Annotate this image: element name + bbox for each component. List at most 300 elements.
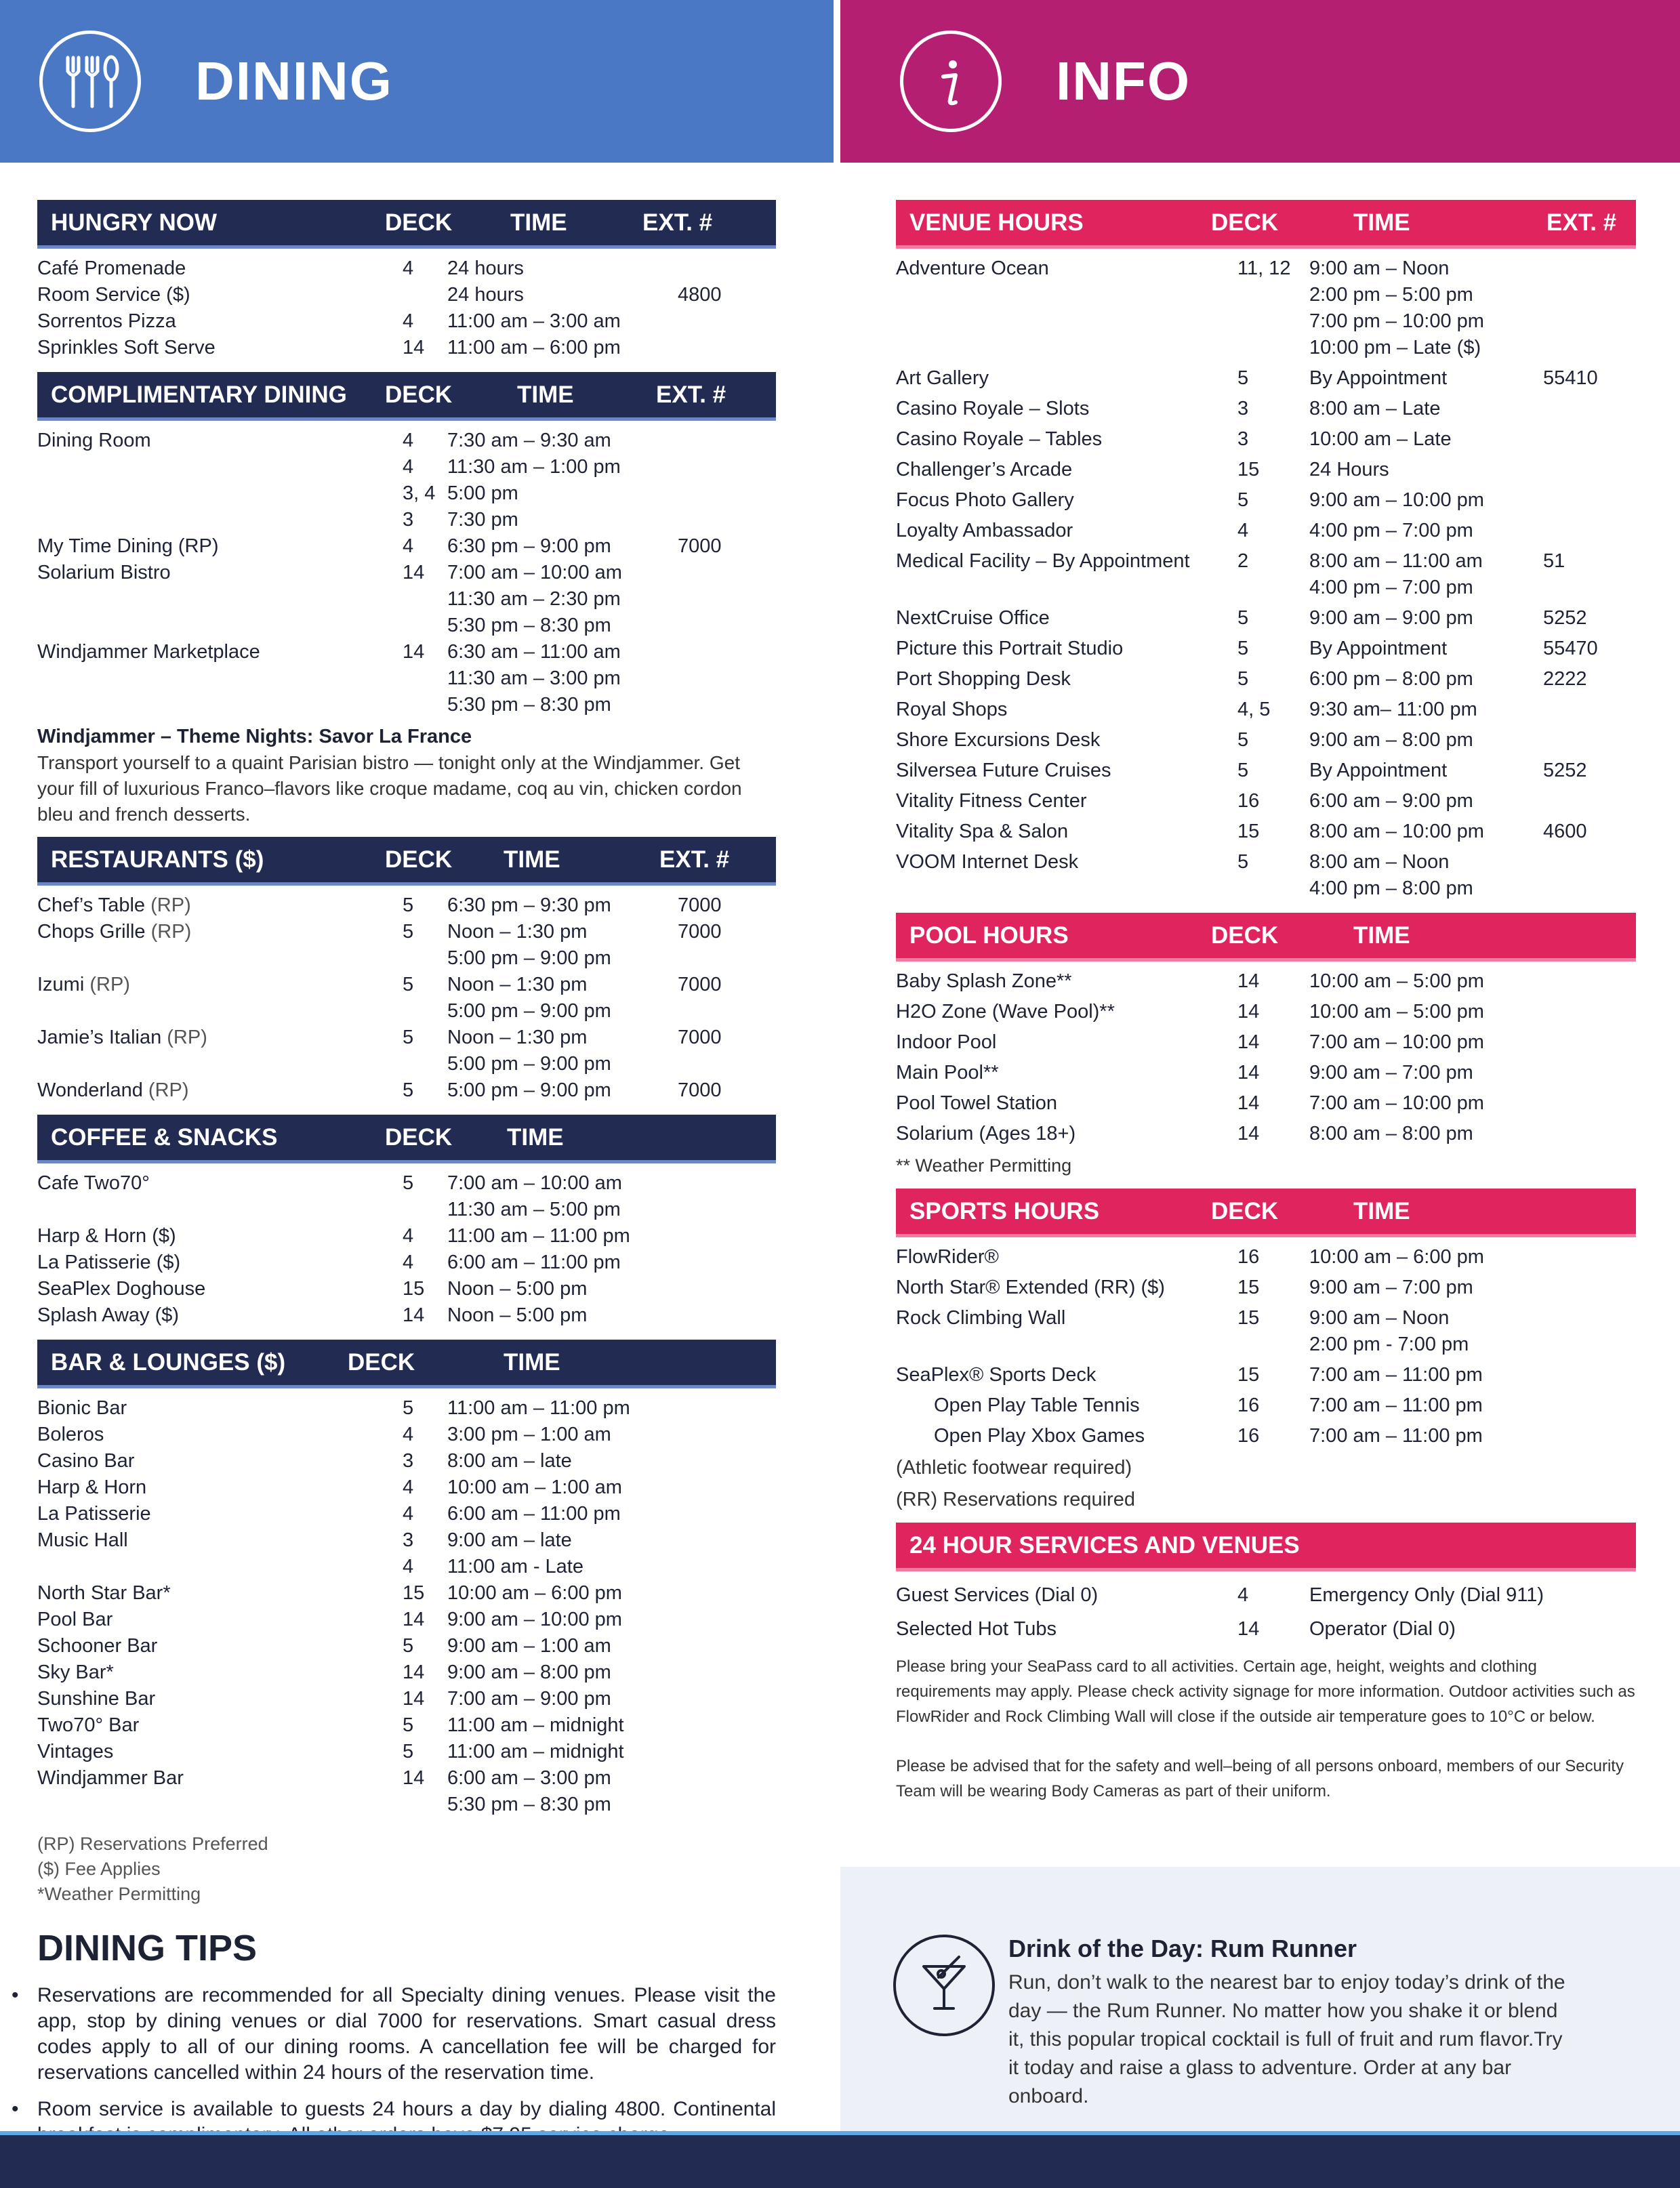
venue-name-text: La Patisserie ($) xyxy=(37,1252,181,1273)
venue-name xyxy=(37,1395,386,1422)
time-cell xyxy=(447,1633,678,1659)
time-cell xyxy=(1309,1392,1543,1419)
venue-name-text: Izumi xyxy=(37,974,85,995)
time-value: 10:00 am – 5:00 pm xyxy=(1309,1001,1484,1023)
deck-number: 3, 4 xyxy=(403,482,436,504)
deck-number: 3 xyxy=(403,1529,414,1551)
legend-rp: (RP) Reservations Preferred xyxy=(37,1834,268,1854)
venue-name xyxy=(896,1275,1221,1301)
deck-number: 5 xyxy=(1237,638,1249,659)
venue-name xyxy=(37,335,386,361)
complimentary-dining-header: COMPLIMENTARY DINING DECK TIME EXT. # xyxy=(37,372,776,421)
extension-number: 51 xyxy=(1543,550,1565,572)
deck-number: 4 xyxy=(403,1252,414,1273)
time-value: 9:00 am – 8:00 pm xyxy=(1309,729,1473,751)
time-cell xyxy=(447,1223,678,1250)
deck-number: 2 xyxy=(1237,550,1249,572)
venue-name xyxy=(896,396,1221,422)
deck-number: 5 xyxy=(403,1741,414,1762)
time-value: 11:00 am - Late xyxy=(447,1556,583,1577)
time-cell xyxy=(1309,819,1543,845)
venue-name xyxy=(37,1527,386,1554)
time-value: 6:30 pm – 9:30 pm xyxy=(447,894,611,916)
table-row xyxy=(896,758,1636,784)
venue-name xyxy=(37,1554,386,1580)
deck-number: 16 xyxy=(1237,790,1260,812)
time-cell xyxy=(447,282,678,308)
table-row xyxy=(37,282,776,308)
venue-name-text: Chops Grille xyxy=(37,921,146,943)
venue-name xyxy=(896,727,1221,754)
fork-knife-icon xyxy=(39,30,141,132)
deck-number: 5 xyxy=(403,1714,414,1736)
table-row xyxy=(37,1302,776,1329)
time-cell xyxy=(1309,1090,1543,1117)
time-cell xyxy=(1309,605,1543,632)
deck-number xyxy=(386,282,447,308)
time-value: 9:00 am – 10:00 pm xyxy=(1309,489,1484,511)
table-row xyxy=(896,788,1636,814)
extension-number: 2222 xyxy=(1543,668,1587,690)
pool-weather-note: ** Weather Permitting xyxy=(896,1155,1072,1176)
deck-number: 14 xyxy=(1237,1001,1260,1023)
list-item: Guest Services (Dial 0) 4 Emergency Only (Dial 911) xyxy=(896,1584,1544,1606)
venue-name-text: Focus Photo Gallery xyxy=(896,489,1074,511)
drink-of-the-day xyxy=(840,1867,1680,2131)
time-value: 7:00 am – 11:00 pm xyxy=(1309,1364,1483,1386)
time-value: 2:00 pm – 5:00 pm xyxy=(1309,284,1473,306)
time-cell xyxy=(1309,1362,1543,1388)
extension-number xyxy=(1543,849,1631,902)
deck-number: 5 xyxy=(403,921,414,943)
reservation-tag: (RP) xyxy=(145,894,191,916)
time-value: 4:00 pm – 7:00 pm xyxy=(1309,520,1473,541)
venue-name xyxy=(896,548,1221,601)
venue-name xyxy=(896,819,1221,845)
deck-number: 4, 5 xyxy=(1237,699,1271,720)
deck-number: 15 xyxy=(1237,821,1260,842)
restaurants-header: RESTAURANTS ($) DECK TIME EXT. # xyxy=(37,837,776,886)
table-row xyxy=(896,1060,1636,1086)
time-cell xyxy=(1309,1121,1543,1147)
venue-name xyxy=(37,1474,386,1501)
venue-name-text: Vintages xyxy=(37,1741,114,1762)
time-cell xyxy=(447,428,678,454)
deck-number: 15 xyxy=(403,1582,425,1604)
venue-name-text: Open Play Xbox Games xyxy=(934,1425,1145,1447)
deck-number: 3 xyxy=(1237,398,1249,419)
venue-name xyxy=(37,1276,386,1302)
venue-name-text: Sky Bar* xyxy=(37,1661,114,1683)
time-cell xyxy=(1309,1029,1543,1056)
venue-name xyxy=(896,365,1221,392)
dining-tips-title: DINING TIPS xyxy=(37,1928,258,1968)
table-row xyxy=(37,480,776,507)
table-row xyxy=(37,1580,776,1607)
venue-name xyxy=(37,1765,386,1818)
venue-name xyxy=(896,487,1221,514)
table-row xyxy=(896,548,1636,601)
table-row xyxy=(896,487,1636,514)
table-row xyxy=(896,666,1636,693)
reservation-tag: (RP) xyxy=(142,1079,189,1101)
reservation-tag: (RP) xyxy=(84,974,130,995)
deck-number: 16 xyxy=(1237,1395,1260,1416)
venue-name-text: Café Promenade xyxy=(37,257,186,279)
deck-number: 3 xyxy=(403,509,414,531)
extension-number xyxy=(1543,697,1631,723)
time-value: 10:00 am – 1:00 am xyxy=(447,1477,622,1498)
theme-night-title: Windjammer – Theme Nights: Savor La France xyxy=(37,726,472,747)
table-row xyxy=(37,1607,776,1633)
deck-number: 14 xyxy=(1237,1062,1260,1083)
reservations-required-note: (RR) Reservations required xyxy=(896,1489,1135,1510)
venue-name xyxy=(896,1090,1221,1117)
time-value: 4:00 pm – 7:00 pm xyxy=(1309,577,1473,598)
table-row xyxy=(37,1712,776,1739)
time-cell xyxy=(447,335,678,361)
venue-name-text: Music Hall xyxy=(37,1529,128,1551)
venue-name-text: Pool Bar xyxy=(37,1609,113,1630)
venue-name-text: Two70° Bar xyxy=(37,1714,140,1736)
table-row xyxy=(896,999,1636,1025)
extension-number xyxy=(678,454,773,480)
table-row xyxy=(896,819,1636,845)
time-cell xyxy=(1309,849,1543,902)
time-cell xyxy=(447,308,678,335)
venue-name-text: Sunshine Bar xyxy=(37,1688,156,1710)
time-value: 7:00 am – 11:00 pm xyxy=(1309,1395,1483,1416)
venue-name-text: Pool Towel Station xyxy=(896,1092,1058,1114)
time-value: 24 hours xyxy=(447,257,524,279)
deck-number: 5 xyxy=(403,1635,414,1657)
time-cell xyxy=(447,1765,678,1818)
venue-name xyxy=(37,282,386,308)
venue-name xyxy=(37,1170,386,1223)
table-row xyxy=(896,518,1636,544)
deck-number: 15 xyxy=(1237,1277,1260,1298)
table-row xyxy=(37,1501,776,1527)
time-value: 5:00 pm – 9:00 pm xyxy=(447,1000,611,1022)
time-value: 7:00 am – 10:00 am xyxy=(447,562,622,583)
time-cell xyxy=(447,1077,678,1104)
deck-number: 5 xyxy=(1237,668,1249,690)
time-value: Noon – 1:30 pm xyxy=(447,974,588,995)
venue-name-text: H2O Zone (Wave Pool)** xyxy=(896,1001,1115,1023)
venue-hours-rows xyxy=(896,249,1636,907)
venue-name xyxy=(37,919,386,972)
venue-name-text: Schooner Bar xyxy=(37,1635,158,1657)
time-cell xyxy=(1309,457,1543,483)
time-value: 10:00 am – Late xyxy=(1309,428,1452,450)
table-row xyxy=(37,1170,776,1223)
dining-column xyxy=(37,200,776,2159)
venue-name xyxy=(37,533,386,560)
venue-name xyxy=(37,1223,386,1250)
table-row xyxy=(37,972,776,1025)
venue-name-text: Rock Climbing Wall xyxy=(896,1307,1066,1329)
time-cell xyxy=(447,972,678,1025)
sports-hours-header: SPORTS HOURS DECK TIME xyxy=(896,1189,1636,1237)
venue-name xyxy=(37,1633,386,1659)
venue-name-text: Vitality Spa & Salon xyxy=(896,821,1069,842)
table-row xyxy=(896,255,1636,361)
table-row xyxy=(37,533,776,560)
time-cell xyxy=(1309,1060,1543,1086)
table-row xyxy=(37,1765,776,1818)
time-value: 24 hours xyxy=(447,284,524,306)
venue-name-text: Wonderland xyxy=(37,1079,143,1101)
info-icon xyxy=(900,30,1002,132)
extension-number xyxy=(678,639,773,718)
time-value: 7:30 pm xyxy=(447,509,518,531)
time-value: 8:00 am – 10:00 pm xyxy=(1309,821,1484,842)
time-value: 11:00 am – midnight xyxy=(447,1741,624,1762)
venue-name xyxy=(896,605,1221,632)
extension-number: 7000 xyxy=(678,921,722,943)
extension-number xyxy=(678,255,773,282)
deck-number: 14 xyxy=(403,1688,425,1710)
venue-name-text: Sprinkles Soft Serve xyxy=(37,337,216,358)
time-cell xyxy=(1309,487,1543,514)
time-cell xyxy=(1309,968,1543,995)
table-row xyxy=(896,697,1636,723)
time-value: By Appointment xyxy=(1309,760,1448,781)
venue-name-text: Vitality Fitness Center xyxy=(896,790,1087,812)
extension-number xyxy=(678,308,773,335)
venue-name-text: Port Shopping Desk xyxy=(896,668,1071,690)
time-value: 11:00 am – 11:00 pm xyxy=(447,1225,630,1247)
pool-hours-rows xyxy=(896,962,1636,1153)
venue-name-text: Casino Bar xyxy=(37,1450,135,1472)
deck-number: 4 xyxy=(403,1424,414,1445)
security-note: Please be advised that for the safety and well–being of all persons onboard, members of our Security Team will be wearing Body Cameras as part of their uniform. xyxy=(896,1757,1624,1800)
venue-name xyxy=(37,1686,386,1712)
deck-number: 5 xyxy=(403,1079,414,1101)
deck-number: 16 xyxy=(1237,1425,1260,1447)
time-value: 6:00 am – 11:00 pm xyxy=(447,1252,621,1273)
time-value: 11:00 am – 6:00 pm xyxy=(447,337,621,358)
deck-number: 5 xyxy=(1237,607,1249,629)
time-value: 9:00 am – 9:00 pm xyxy=(1309,607,1473,629)
venue-name xyxy=(896,666,1221,693)
time-value: 8:00 am – Noon xyxy=(1309,851,1450,873)
venue-name xyxy=(896,1121,1221,1147)
deck-number: 3 xyxy=(1237,428,1249,450)
table-row xyxy=(37,1223,776,1250)
time-cell xyxy=(447,1712,678,1739)
venue-name xyxy=(896,788,1221,814)
time-cell xyxy=(447,560,678,639)
venue-name-text: Harp & Horn ($) xyxy=(37,1225,176,1247)
time-value: 10:00 pm – Late ($) xyxy=(1309,337,1481,358)
venue-name-text: Silversea Future Cruises xyxy=(896,760,1111,781)
venue-name-text: Baby Splash Zone** xyxy=(896,970,1072,992)
table-row xyxy=(37,1633,776,1659)
time-value: 2:00 pm - 7:00 pm xyxy=(1309,1334,1469,1355)
extension-number: 55410 xyxy=(1543,367,1598,389)
time-cell xyxy=(447,480,678,507)
deck-number: 15 xyxy=(1237,1307,1260,1329)
hungry-now-header: HUNGRY NOW DECK TIME EXT. # xyxy=(37,200,776,249)
time-cell xyxy=(447,1025,678,1077)
time-value: 8:00 am – late xyxy=(447,1450,572,1472)
venue-name xyxy=(896,1392,1221,1419)
services-section xyxy=(896,1523,1636,1804)
time-value: 6:00 am – 3:00 pm xyxy=(447,1767,611,1789)
time-cell xyxy=(1309,396,1543,422)
table-row xyxy=(37,1739,776,1765)
table-row xyxy=(37,560,776,639)
deck-number: 5 xyxy=(403,894,414,916)
time-value: 6:00 pm – 8:00 pm xyxy=(1309,668,1473,690)
venue-name xyxy=(37,1739,386,1765)
deck-number: 4 xyxy=(403,257,414,279)
table-row xyxy=(37,1659,776,1686)
time-value: 6:30 am – 11:00 am xyxy=(447,641,621,663)
time-cell xyxy=(1309,426,1543,453)
deck-number: 16 xyxy=(1237,1246,1260,1268)
deck-number: 14 xyxy=(403,1609,425,1630)
time-value: 11:30 am – 5:00 pm xyxy=(447,1199,621,1220)
venue-name-text: Open Play Table Tennis xyxy=(934,1395,1140,1416)
table-row xyxy=(896,426,1636,453)
deck-number: 5 xyxy=(403,1027,414,1048)
deck-number: 14 xyxy=(1237,1123,1260,1144)
time-value: 7:00 am – 10:00 am xyxy=(447,1172,622,1194)
venue-name-text: La Patisserie xyxy=(37,1503,151,1525)
athletic-footwear-note: (Athletic footwear required) xyxy=(896,1457,1132,1479)
table-row xyxy=(896,1275,1636,1301)
time-cell xyxy=(447,533,678,560)
deck-number: 14 xyxy=(403,641,425,663)
reservation-tag: (RP) xyxy=(145,921,192,943)
venue-name xyxy=(37,308,386,335)
venue-hours-section xyxy=(896,200,1636,907)
time-cell xyxy=(1309,788,1543,814)
venue-name xyxy=(37,1580,386,1607)
venue-name xyxy=(37,892,386,919)
venue-name-text: North Star® Extended (RR) ($) xyxy=(896,1277,1165,1298)
time-cell xyxy=(1309,999,1543,1025)
time-cell xyxy=(447,1527,678,1554)
time-value: 8:00 am – 11:00 am xyxy=(1309,550,1483,572)
time-value: 5:00 pm xyxy=(447,482,518,504)
time-cell xyxy=(1309,727,1543,754)
table-row xyxy=(896,365,1636,392)
venue-name xyxy=(896,1029,1221,1056)
time-value: By Appointment xyxy=(1309,638,1448,659)
venue-hours-header: VENUE HOURS DECK TIME EXT. # xyxy=(896,200,1636,249)
table-row xyxy=(896,968,1636,995)
extension-number xyxy=(678,507,773,533)
time-cell xyxy=(1309,255,1543,361)
deck-number: 14 xyxy=(1237,1092,1260,1114)
venue-name xyxy=(37,1250,386,1276)
venue-name-text: Room Service ($) xyxy=(37,284,190,306)
venue-name-text: VOOM Internet Desk xyxy=(896,851,1079,873)
extension-number: 7000 xyxy=(678,1079,722,1101)
deck-number: 4 xyxy=(403,1556,414,1577)
time-value: Noon – 1:30 pm xyxy=(447,1027,588,1048)
venue-name-text: Adventure Ocean xyxy=(896,257,1049,279)
time-cell xyxy=(447,1395,678,1422)
deck-number: 14 xyxy=(1237,970,1260,992)
extension-number: 55470 xyxy=(1543,638,1598,659)
venue-name-text: SeaPlex® Sports Deck xyxy=(896,1364,1097,1386)
table-row xyxy=(37,1077,776,1104)
deck-number: 14 xyxy=(403,337,425,358)
table-row xyxy=(896,1244,1636,1271)
time-value: 7:00 am – 9:00 pm xyxy=(447,1688,611,1710)
time-value: 11:30 am – 2:30 pm xyxy=(447,588,621,610)
venue-name xyxy=(896,999,1221,1025)
venue-name-text: Medical Facility – By Appointment xyxy=(896,550,1190,572)
venue-name xyxy=(896,636,1221,662)
deck-number: 4 xyxy=(403,535,414,557)
time-value: 10:00 am – 5:00 pm xyxy=(1309,970,1484,992)
venue-name-text: Windjammer Bar xyxy=(37,1767,184,1789)
venue-name xyxy=(896,697,1221,723)
time-cell xyxy=(447,1554,678,1580)
time-cell xyxy=(1309,1275,1543,1301)
venue-name xyxy=(37,639,386,718)
time-value: 7:00 am – 11:00 pm xyxy=(1309,1425,1483,1447)
time-cell xyxy=(447,1302,678,1329)
venue-name-text: Solarium (Ages 18+) xyxy=(896,1123,1076,1144)
deck-number: 4 xyxy=(403,1477,414,1498)
venue-name-text: North Star Bar* xyxy=(37,1582,171,1604)
pool-hours-header: POOL HOURS DECK TIME xyxy=(896,913,1636,962)
venue-name xyxy=(896,1362,1221,1388)
footer-bar xyxy=(0,2131,1680,2188)
time-cell xyxy=(1309,518,1543,544)
time-value: 4:00 pm – 8:00 pm xyxy=(1309,878,1473,899)
table-row xyxy=(37,1025,776,1077)
time-cell xyxy=(447,1739,678,1765)
venue-name xyxy=(37,1501,386,1527)
time-value: 11:00 am – 11:00 pm xyxy=(447,1397,630,1419)
time-cell xyxy=(1309,758,1543,784)
time-value: Noon – 5:00 pm xyxy=(447,1304,588,1326)
time-value: 5:30 pm – 8:30 pm xyxy=(447,1794,611,1815)
time-cell xyxy=(447,1170,678,1223)
time-value: 5:00 pm – 9:00 pm xyxy=(447,1053,611,1075)
time-cell xyxy=(447,1422,678,1448)
time-value: 6:00 am – 9:00 pm xyxy=(1309,790,1473,812)
time-value: 9:00 am – 7:00 pm xyxy=(1309,1062,1473,1083)
venue-name-text: Casino Royale – Slots xyxy=(896,398,1090,419)
deck-number: 14 xyxy=(403,1304,425,1326)
deck-number: 4 xyxy=(403,1225,414,1247)
deck-number: 4 xyxy=(403,1503,414,1525)
extension-number xyxy=(1543,255,1631,361)
time-cell xyxy=(1309,1305,1543,1358)
table-row xyxy=(37,639,776,718)
extension-number xyxy=(1543,426,1631,453)
time-value: 24 Hours xyxy=(1309,459,1389,480)
table-row xyxy=(896,457,1636,483)
extension-number: 5252 xyxy=(1543,760,1587,781)
extension-number xyxy=(1543,396,1631,422)
extension-number xyxy=(1543,487,1631,514)
table-row xyxy=(896,1090,1636,1117)
time-value: 5:00 pm – 9:00 pm xyxy=(447,1079,611,1101)
cocktail-icon xyxy=(893,1935,995,2036)
venue-name-text: Windjammer Marketplace xyxy=(37,641,260,663)
table-row xyxy=(896,636,1636,662)
time-value: 9:00 am – 10:00 pm xyxy=(447,1609,622,1630)
